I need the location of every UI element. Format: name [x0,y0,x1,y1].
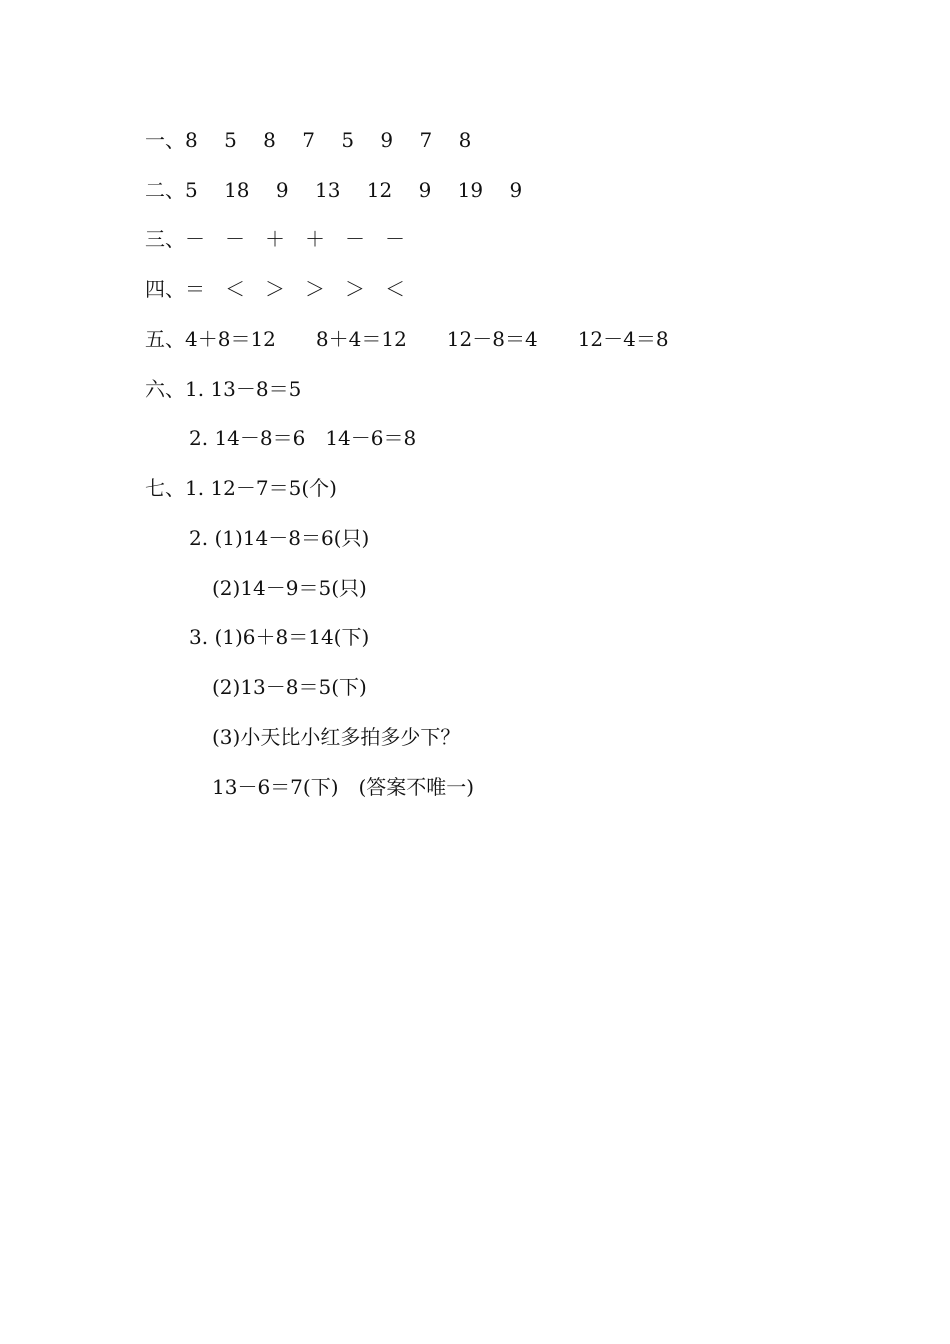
answer-line-7: 2. 14－8＝6 14－6＝8 [189,426,417,450]
answer-line-13: (3)小天比小红多拍多少下？ [212,725,461,749]
answer-line-4: 四、＝ ＜ ＞ ＞ ＞ ＜ [145,277,405,301]
answer-line-5: 五、4＋8＝12 8＋4＝12 12－8＝4 12－4＝8 [145,327,669,351]
answer-line-2: 二、5 18 9 13 12 9 19 9 [145,178,523,202]
answer-line-14: 13－6＝7(下) (答案不唯一) [212,775,475,799]
answer-line-3: 三、－ － ＋ ＋ － － [145,227,405,251]
answer-line-1: 一、8 5 8 7 5 9 7 8 [145,128,472,152]
answer-line-10: (2)14－9＝5(只) [212,576,367,600]
answer-line-6: 六、1. 13－8＝5 [145,377,302,401]
answer-line-11: 3. (1)6＋8＝14(下) [189,625,370,649]
answer-line-9: 2. (1)14－8＝6(只) [189,526,370,550]
answer-line-8: 七、1. 12－7＝5(个) [145,476,337,500]
answer-line-12: (2)13－8＝5(下) [212,675,367,699]
